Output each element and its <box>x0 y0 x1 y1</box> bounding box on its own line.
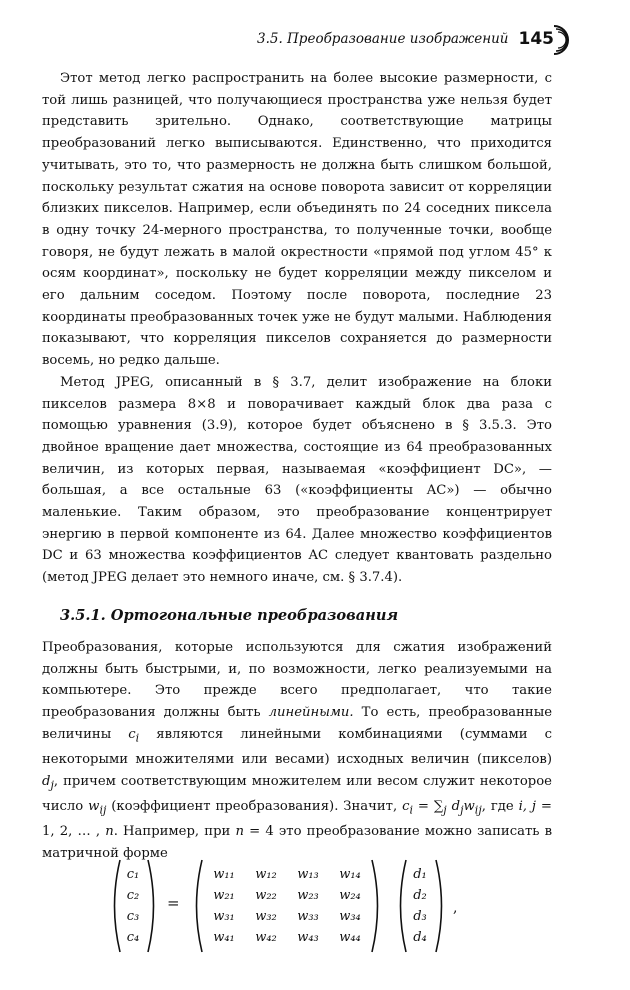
matrix-cell: w₁₃ <box>297 867 319 882</box>
text-run: . Например, при <box>113 824 236 840</box>
matrix-cell: w₁₁ <box>213 867 235 882</box>
section-paragraph <box>42 637 552 865</box>
right-paren-icon <box>146 858 160 954</box>
matrix-cell: d₂ <box>413 888 427 903</box>
text-run: = 4 это преобразование можно записать в матричной форме <box>42 824 553 862</box>
text-run: , где <box>481 799 519 815</box>
page-number-text: 145 <box>518 29 554 49</box>
page-ornament-icon <box>552 24 574 56</box>
matrix-cell: c₄ <box>126 930 140 945</box>
equals-sign: = <box>167 894 180 912</box>
paragraph-1: Этот метод легко распространить на более высокие размерности, с той лишь разницей, что получающиеся пространства уже нельзя будет представить зрительно. Однако, соответствующие матрицы преобразований легко выписываются. Единственно, что приходится учитывать, это то, что размерность не должна быть слишком большой, поскольку результат сжатия на основе поворота зависит от корреляции близких пикселов. Например, если объединять по 24 соседних пиксела в одну точку 24-мерного пространства, то полученные точки, вообще говоря, не будут лежать в малой окрестности «прямой под углом 45° к осям координат», поскольку не будет корреляции между пикселом и его дальним соседом. Поэтому после поворота, последние 23 координаты преобразованных точек уже не будут малыми. Наблюдения показывают, что корреляция пикселов сохраняется до размерности восемь, но редко дальше. <box>42 71 552 369</box>
matrix-cell: w₄₂ <box>255 930 277 945</box>
matrix-cell: w₄₄ <box>339 930 361 945</box>
section-heading: 3.5.1. Ортогональные преобразования <box>60 606 399 624</box>
matrix-cell: w₄₁ <box>213 930 235 945</box>
page-body <box>42 68 552 865</box>
matrix-cell: w₃₂ <box>255 909 277 924</box>
var-dj: $d_j$ <box>42 773 54 792</box>
right-paren-icon <box>434 858 448 954</box>
right-paren-icon <box>370 858 384 954</box>
running-head <box>257 24 570 54</box>
matrix-cell: w₂₂ <box>255 888 277 903</box>
var-ci: $c_i$ <box>128 726 140 745</box>
running-title: 3.5. Преобразование изображений <box>256 31 509 47</box>
vector-d <box>405 864 435 948</box>
matrix-cell: d₃ <box>413 909 427 924</box>
matrix-cell: c₁ <box>126 867 140 882</box>
matrix-cell: c₂ <box>126 888 140 903</box>
matrix-column <box>330 864 370 948</box>
left-paren-icon <box>190 858 204 954</box>
text-run: То есть, преобразованные величины <box>42 704 552 742</box>
text-run: являются линейными комбинациями (суммами с некоторыми множителями или весами) исходных величин (пикселов) <box>42 726 552 768</box>
paragraph-2: Метод JPEG, описанный в § 3.7, делит изображение на блоки пикселов размера 8×8 и поворачивает каждый блок два раза с помощью уравнения (3.9), которое будет объяснено в § 3.5.3. Это двойное вращение дает множества, состоящие из 64 преобразованных величин, из которых первая, называемая «коэффициент DC», — большая, а все остальные 63 («коэффициенты AC») — обычно маленькие. Таким образом, это преобразование концентрирует энергию в первой компоненте из 64. Далее множество коэффициентов DC и 63 множества коэффициентов AC следует квантовать раздельно (метод JPEG делает это немного иначе, см. § 3.7.4). <box>42 374 552 586</box>
matrix-column <box>288 864 328 948</box>
matrix-cell: w₃₁ <box>213 909 235 924</box>
matrix-equation <box>0 858 630 954</box>
emphasis-linear: линейными. <box>268 704 354 720</box>
matrix-cell: w₃₄ <box>339 909 361 924</box>
var-wij: $w_{ij}$ <box>88 799 107 817</box>
var-n: n <box>105 824 114 840</box>
matrix-cell: w₁₂ <box>255 867 277 882</box>
page-number <box>519 24 571 54</box>
matrix-cell: d₁ <box>413 867 427 882</box>
text-run: , причем соответствующим множителем или весом служит некоторое число <box>42 773 552 815</box>
matrix-cell: w₂₁ <box>213 888 235 903</box>
text-run: (коэффициент преобразования). Значит, <box>106 799 403 815</box>
matrix-cell: c₃ <box>126 909 140 924</box>
matrix-cell: w₃₃ <box>297 909 319 924</box>
trailing-comma: , <box>453 900 458 916</box>
var-ij: i, j <box>518 799 537 815</box>
matrix-cell: w₄₃ <box>297 930 319 945</box>
matrix-cell: d₄ <box>413 930 427 945</box>
matrix-column <box>204 864 244 948</box>
text-run: Преобразования, которые используются для сжатия изображений должны быть быстрыми, и, по возможности, легко реализуемыми на компьютере. Это прежде всего предполагает, что такие преобразования должны быть <box>42 639 552 720</box>
matrix-cell: w₂₄ <box>339 888 361 903</box>
matrix-column <box>246 864 286 948</box>
sum-formula: $c_i = \sum_j$ $d_jw_{ij}$ <box>402 799 482 817</box>
matrix-cell: w₁₄ <box>339 867 361 882</box>
matrix-cell: w₂₃ <box>297 888 319 903</box>
vector-c <box>118 864 148 948</box>
text-run: = 1, 2, … , <box>42 799 552 840</box>
var-n: n <box>235 824 244 840</box>
